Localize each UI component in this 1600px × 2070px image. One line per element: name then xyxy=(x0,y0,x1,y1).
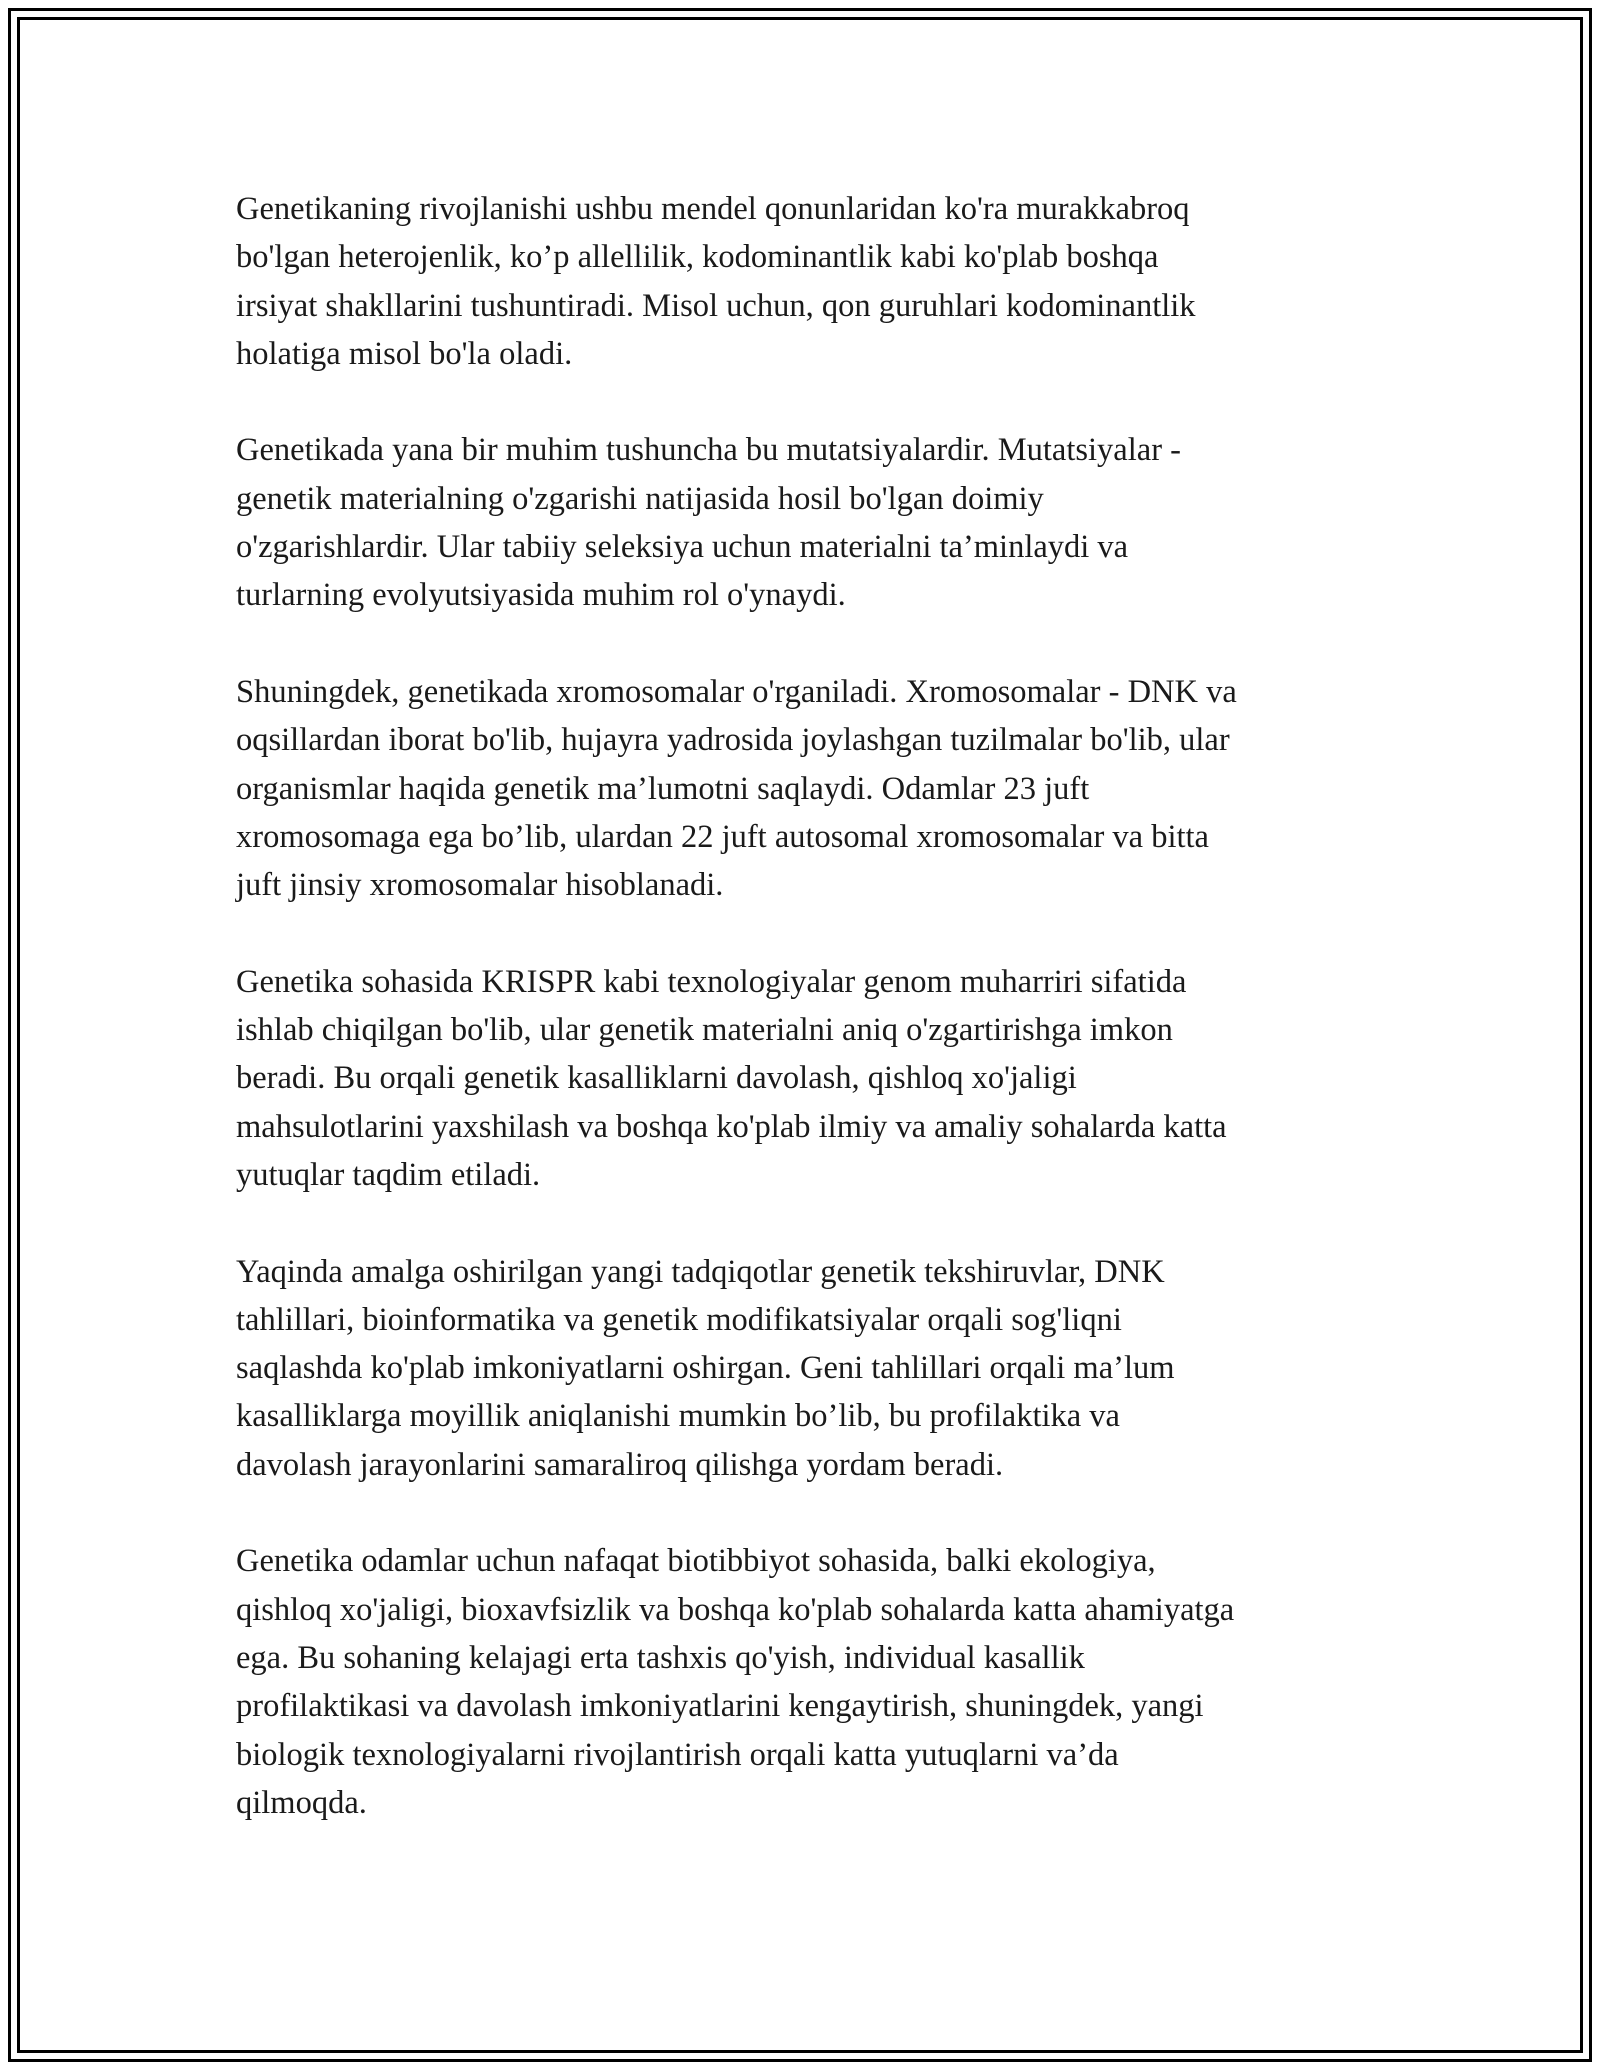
text-line: Genetikada yana bir muhim tushuncha bu mutatsiyalardir. Mutatsiyalar - xyxy=(236,432,1181,469)
text-line: yutuqlar taqdim etiladi. xyxy=(236,1156,541,1193)
text-line: biologik texnologiyalarni rivojlantirish orqali katta yutuqlarni va’da xyxy=(236,1736,1119,1773)
text-line: Genetika odamlar uchun nafaqat biotibbiyot sohasida, balki ekologiya, xyxy=(236,1543,1156,1580)
text-line: xromosomaga ega bo’lib, ulardan 22 juft autosomal xromosomalar va bitta xyxy=(236,818,1209,855)
text-line: davolash jarayonlarini samaraliroq qilishga yordam beradi. xyxy=(236,1446,1004,1483)
text-line: kasalliklarga moyillik aniqlanishi mumkin bo’lib, bu profilaktika va xyxy=(236,1398,1120,1435)
text-line: ishlab chiqilgan bo'lib, ular genetik materialni aniq o'zgartirishga imkon xyxy=(236,1012,1173,1049)
text-line: Genetika sohasida KRISPR kabi texnologiyalar genom muharriri sifatida xyxy=(236,963,1187,1000)
paragraph-1 xyxy=(236,185,1376,378)
text-line: tahlillari, bioinformatika va genetik modifikatsiyalar orqali sog'liqni xyxy=(236,1301,1122,1338)
paragraph-3 xyxy=(236,668,1376,909)
paragraph-4 xyxy=(236,958,1376,1199)
document-body xyxy=(236,185,1376,1875)
text-line: Yaqinda amalga oshirilgan yangi tadqiqotlar genetik tekshiruvlar, DNK xyxy=(236,1253,1165,1290)
text-line: juft jinsiy xromosomalar hisoblanadi. xyxy=(236,867,724,904)
text-line: mahsulotlarini yaxshilash va boshqa ko'plab ilmiy va amaliy sohalarda katta xyxy=(236,1108,1227,1145)
text-line: bo'lgan heterojenlik, ko’p allellilik, kodominantlik kabi ko'plab boshqa xyxy=(236,239,1159,276)
paragraph-5 xyxy=(236,1248,1376,1489)
text-line: organismlar haqida genetik ma’lumotni saqlaydi. Odamlar 23 juft xyxy=(236,770,1090,807)
text-line: qishloq xo'jaligi, bioxavfsizlik va boshqa ko'plab sohalarda katta ahamiyatga xyxy=(236,1591,1235,1628)
text-line: saqlashda ko'plab imkoniyatlarni oshirgan. Geni tahlillari orqali ma’lum xyxy=(236,1350,1175,1387)
text-line: ega. Bu sohaning kelajagi erta tashxis qo'yish, individual kasallik xyxy=(236,1639,1085,1676)
paragraph-6 xyxy=(236,1537,1376,1827)
text-line: o'zgarishlardir. Ular tabiiy seleksiya uchun materialni ta’minlaydi va xyxy=(236,529,1129,566)
text-line: irsiyat shakllarini tushuntiradi. Misol uchun, qon guruhlari kodominantlik xyxy=(236,287,1196,324)
paragraph-2 xyxy=(236,426,1376,619)
text-line: beradi. Bu orqali genetik kasalliklarni davolash, qishloq xo'jaligi xyxy=(236,1060,1077,1097)
text-line: Genetikaning rivojlanishi ushbu mendel qonunlaridan ko'ra murakkabroq xyxy=(236,191,1190,227)
text-line: holatiga misol bo'la oladi. xyxy=(236,335,573,372)
text-line: Shuningdek, genetikada xromosomalar o'rganiladi. Xromosomalar - DNK va xyxy=(236,673,1237,710)
text-line: turlarning evolyutsiyasida muhim rol o'ynaydi. xyxy=(236,577,846,614)
text-line: oqsillardan iborat bo'lib, hujayra yadrosida joylashgan tuzilmalar bo'lib, ular xyxy=(236,722,1230,759)
text-line: profilaktikasi va davolash imkoniyatlarini kengaytirish, shuningdek, yangi xyxy=(236,1688,1204,1725)
text-line: qilmoqda. xyxy=(236,1784,367,1821)
text-line: genetik materialning o'zgarishi natijasida hosil bo'lgan doimiy xyxy=(236,480,1044,517)
